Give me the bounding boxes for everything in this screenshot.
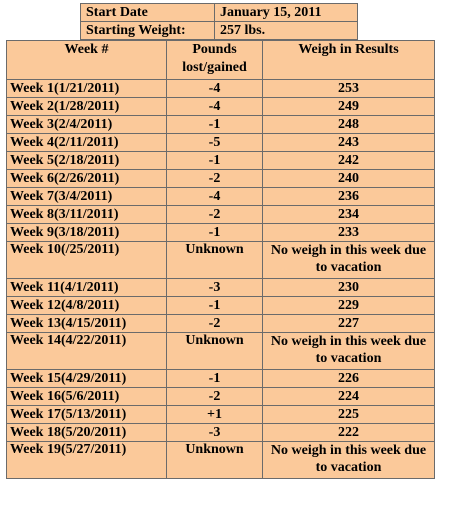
weigh-in-result-cell: 248 (263, 116, 435, 134)
week-cell: Week 13(4/15/2011) (7, 315, 167, 333)
pounds-change-cell: -3 (167, 279, 263, 297)
table-row (7, 98, 435, 116)
table-row (7, 442, 435, 479)
pounds-change-cell: -2 (167, 170, 263, 188)
week-cell: Week 3(2/4/2011) (7, 116, 167, 134)
weigh-in-result-cell: 234 (263, 206, 435, 224)
table-row (7, 370, 435, 388)
pounds-change-cell: Unknown (167, 442, 263, 479)
summary-table (80, 3, 358, 40)
table-row (7, 315, 435, 333)
week-cell: Week 10(/25/2011) (7, 242, 167, 279)
start-date-label: Start Date (81, 4, 215, 22)
pounds-change-cell: -1 (167, 116, 263, 134)
week-cell: Week 2(1/28/2011) (7, 98, 167, 116)
pounds-change-cell: -1 (167, 370, 263, 388)
column-header-pounds: Pounds lost/gained (167, 41, 263, 80)
table-row (7, 134, 435, 152)
week-cell: Week 15(4/29/2011) (7, 370, 167, 388)
week-cell: Week 18(5/20/2011) (7, 424, 167, 442)
weigh-in-result-cell: 230 (263, 279, 435, 297)
week-cell: Week 14(4/22/2011) (7, 333, 167, 370)
pounds-change-cell: -2 (167, 388, 263, 406)
week-cell: Week 16(5/6/2011) (7, 388, 167, 406)
column-header-week: Week # (7, 41, 167, 80)
table-row (7, 424, 435, 442)
table-row (7, 170, 435, 188)
weigh-in-result-cell: 224 (263, 388, 435, 406)
pounds-change-cell: -5 (167, 134, 263, 152)
table-body (7, 80, 435, 479)
weigh-in-result-cell: 229 (263, 297, 435, 315)
table-row (7, 80, 435, 98)
pounds-change-cell: -4 (167, 98, 263, 116)
weigh-in-result-cell: 249 (263, 98, 435, 116)
week-cell: Week 5(2/18/2011) (7, 152, 167, 170)
table-row (7, 206, 435, 224)
weigh-in-result-cell: 233 (263, 224, 435, 242)
pounds-change-cell: +1 (167, 406, 263, 424)
weigh-in-result-cell: 227 (263, 315, 435, 333)
starting-weight-value: 257 lbs. (215, 22, 358, 40)
pounds-change-cell: -2 (167, 315, 263, 333)
table-row (7, 333, 435, 370)
table-row (7, 224, 435, 242)
week-cell: Week 8(3/11/2011) (7, 206, 167, 224)
table-header-row (7, 41, 435, 80)
table-row (7, 242, 435, 279)
starting-weight-row (81, 22, 358, 40)
weigh-in-result-cell: No weigh in this week due to vacation (263, 242, 435, 279)
week-cell: Week 19(5/27/2011) (7, 442, 167, 479)
starting-weight-label: Starting Weight: (81, 22, 215, 40)
week-cell: Week 17(5/13/2011) (7, 406, 167, 424)
pounds-change-cell: -4 (167, 188, 263, 206)
weigh-in-result-cell: 236 (263, 188, 435, 206)
week-cell: Week 6(2/26/2011) (7, 170, 167, 188)
week-cell: Week 1(1/21/2011) (7, 80, 167, 98)
table-row (7, 388, 435, 406)
weigh-in-result-cell: 243 (263, 134, 435, 152)
table-row (7, 406, 435, 424)
start-date-row (81, 4, 358, 22)
week-cell: Week 4(2/11/2011) (7, 134, 167, 152)
table-row (7, 297, 435, 315)
week-cell: Week 7(3/4/2011) (7, 188, 167, 206)
table-row (7, 188, 435, 206)
weigh-in-result-cell: 242 (263, 152, 435, 170)
table-row (7, 152, 435, 170)
week-cell: Week 11(4/1/2011) (7, 279, 167, 297)
pounds-change-cell: -4 (167, 80, 263, 98)
table-row (7, 279, 435, 297)
week-cell: Week 12(4/8/2011) (7, 297, 167, 315)
pounds-change-cell: Unknown (167, 333, 263, 370)
week-cell: Week 9(3/18/2011) (7, 224, 167, 242)
pounds-change-cell: -3 (167, 424, 263, 442)
weigh-in-result-cell: 240 (263, 170, 435, 188)
weigh-in-result-cell: No weigh in this week due to vacation (263, 333, 435, 370)
table-row (7, 116, 435, 134)
pounds-change-cell: -1 (167, 297, 263, 315)
column-header-results: Weigh in Results (263, 41, 435, 80)
weigh-in-result-cell: 253 (263, 80, 435, 98)
pounds-change-cell: -2 (167, 206, 263, 224)
weigh-in-result-cell: No weigh in this week due to vacation (263, 442, 435, 479)
weigh-in-result-cell: 226 (263, 370, 435, 388)
pounds-change-cell: Unknown (167, 242, 263, 279)
weigh-in-result-cell: 225 (263, 406, 435, 424)
pounds-change-cell: -1 (167, 152, 263, 170)
pounds-change-cell: -1 (167, 224, 263, 242)
weigh-in-table (6, 40, 435, 479)
weigh-in-result-cell: 222 (263, 424, 435, 442)
start-date-value: January 15, 2011 (215, 4, 358, 22)
